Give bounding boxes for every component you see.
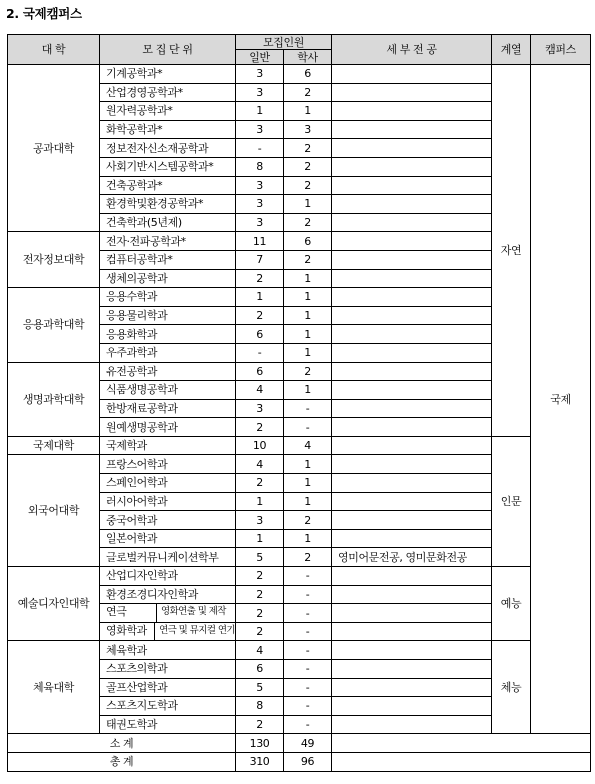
total-general: 310 xyxy=(236,752,284,771)
general-count: 2 xyxy=(236,585,284,604)
college-name: 예술디자인대학 xyxy=(8,567,100,641)
header-field: 계열 xyxy=(492,35,531,65)
total-bachelor: 96 xyxy=(284,752,332,771)
dept-name: 태권도학과 xyxy=(100,715,236,734)
dept-name: 원예생명공학과 xyxy=(100,418,236,437)
detail-major xyxy=(332,288,492,307)
dept-name: 산업경영공학과* xyxy=(100,83,236,102)
header-college: 대 학 xyxy=(8,35,100,65)
bachelor-count: - xyxy=(284,604,332,623)
bachelor-count: 2 xyxy=(284,176,332,195)
general-count: 1 xyxy=(236,288,284,307)
detail-major xyxy=(332,604,492,623)
dept-name: 생체의공학과 xyxy=(100,269,236,288)
general-count: 3 xyxy=(236,195,284,214)
dept-name: 응용화학과 xyxy=(100,325,236,344)
header-general: 일반 xyxy=(236,50,284,65)
general-count: 6 xyxy=(236,362,284,381)
subtotal-empty xyxy=(332,734,591,753)
total-label: 총 계 xyxy=(8,752,236,771)
general-count: 3 xyxy=(236,83,284,102)
college-name: 응용과학대학 xyxy=(8,288,100,362)
dept-name: 글로벌커뮤니케이션학부 xyxy=(100,548,236,567)
detail-major xyxy=(332,120,492,139)
general-count: 2 xyxy=(236,715,284,734)
general-count: 2 xyxy=(236,622,284,641)
bachelor-count: 2 xyxy=(284,213,332,232)
bachelor-count: 1 xyxy=(284,474,332,493)
dept-name-part: 영화학과 xyxy=(100,623,155,641)
bachelor-count: - xyxy=(284,585,332,604)
dept-name: 스페인어학과 xyxy=(100,474,236,493)
detail-major xyxy=(332,678,492,697)
detail-major xyxy=(332,529,492,548)
bachelor-count: 2 xyxy=(284,83,332,102)
detail-major xyxy=(332,511,492,530)
bachelor-count: 1 xyxy=(284,381,332,400)
general-count: 2 xyxy=(236,474,284,493)
table-body xyxy=(8,65,591,772)
field-physical: 체능 xyxy=(492,641,531,734)
table-row xyxy=(8,436,591,455)
college-name: 국제대학 xyxy=(8,436,100,455)
general-count: 4 xyxy=(236,641,284,660)
dept-name: 일본어학과 xyxy=(100,529,236,548)
general-count: 11 xyxy=(236,232,284,251)
subtotal-label: 소 계 xyxy=(8,734,236,753)
admission-table xyxy=(7,34,591,772)
college-name: 외국어대학 xyxy=(8,455,100,567)
detail-major xyxy=(332,250,492,269)
dept-major-part: 연극 및 뮤지컬 연기 xyxy=(159,624,235,636)
bachelor-count: 4 xyxy=(284,436,332,455)
detail-major xyxy=(332,195,492,214)
field-arts: 예능 xyxy=(492,567,531,641)
dept-major-part: 영화연출 및 제작 xyxy=(161,606,226,618)
general-count: 2 xyxy=(236,604,284,623)
dept-name: 프랑스어학과 xyxy=(100,455,236,474)
general-count: 1 xyxy=(236,102,284,121)
field-nature: 자연 xyxy=(492,65,531,437)
college-name: 생명과학대학 xyxy=(8,362,100,436)
total-empty xyxy=(332,752,591,771)
bachelor-count: 6 xyxy=(284,65,332,84)
dept-name: 스포츠지도학과 xyxy=(100,697,236,716)
general-count: 3 xyxy=(236,176,284,195)
general-count: 1 xyxy=(236,529,284,548)
header-campus: 캠퍼스 xyxy=(531,35,591,65)
general-count: 1 xyxy=(236,492,284,511)
dept-name: 전자·전파공학과* xyxy=(100,232,236,251)
page-title: 2. 국제캠퍼스 xyxy=(6,6,82,21)
bachelor-count: - xyxy=(284,660,332,679)
detail-major xyxy=(332,660,492,679)
detail-major xyxy=(332,697,492,716)
subtotal-bachelor: 49 xyxy=(284,734,332,753)
bachelor-count: 2 xyxy=(284,139,332,158)
bachelor-count: - xyxy=(284,715,332,734)
detail-major xyxy=(332,715,492,734)
detail-major xyxy=(332,641,492,660)
bachelor-count: 6 xyxy=(284,232,332,251)
campus-value: 국제 xyxy=(531,65,591,734)
detail-major xyxy=(332,176,492,195)
bachelor-count: 1 xyxy=(284,343,332,362)
header-quota: 모집인원 xyxy=(236,35,332,50)
bachelor-count: 3 xyxy=(284,120,332,139)
detail-major xyxy=(332,436,492,455)
dept-name xyxy=(100,604,236,623)
bachelor-count: - xyxy=(284,418,332,437)
general-count: - xyxy=(236,139,284,158)
detail-major xyxy=(332,139,492,158)
general-count: 4 xyxy=(236,381,284,400)
general-count: - xyxy=(236,343,284,362)
bachelor-count: 1 xyxy=(284,455,332,474)
detail-major xyxy=(332,213,492,232)
general-count: 6 xyxy=(236,325,284,344)
field-humanities: 인문 xyxy=(492,436,531,566)
dept-name: 환경조경디자인학과 xyxy=(100,585,236,604)
dept-name: 응용수학과 xyxy=(100,288,236,307)
bachelor-count: 1 xyxy=(284,529,332,548)
general-count: 6 xyxy=(236,660,284,679)
dept-name: 사회기반시스템공학과* xyxy=(100,157,236,176)
detail-major xyxy=(332,399,492,418)
detail-major xyxy=(332,325,492,344)
detail-major xyxy=(332,585,492,604)
total-row xyxy=(8,752,591,771)
general-count: 2 xyxy=(236,567,284,586)
dept-name: 건축학과(5년제) xyxy=(100,213,236,232)
bachelor-count: - xyxy=(284,641,332,660)
dept-name: 응용물리학과 xyxy=(100,306,236,325)
general-count: 7 xyxy=(236,250,284,269)
dept-name: 건축공학과* xyxy=(100,176,236,195)
detail-major xyxy=(332,65,492,84)
bachelor-count: 1 xyxy=(284,492,332,511)
dept-name: 컴퓨터공학과* xyxy=(100,250,236,269)
detail-major xyxy=(332,102,492,121)
dept-name: 유전공학과 xyxy=(100,362,236,381)
header-bachelor: 학사 xyxy=(284,50,332,65)
dept-name-part: 연극 xyxy=(100,604,157,622)
general-count: 8 xyxy=(236,157,284,176)
general-count: 4 xyxy=(236,455,284,474)
detail-major xyxy=(332,474,492,493)
detail-major xyxy=(332,232,492,251)
general-count: 5 xyxy=(236,548,284,567)
college-name: 체육대학 xyxy=(8,641,100,734)
bachelor-count: 1 xyxy=(284,102,332,121)
dept-name: 산업디자인학과 xyxy=(100,567,236,586)
dept-name: 정보전자신소재공학과 xyxy=(100,139,236,158)
general-count: 2 xyxy=(236,269,284,288)
bachelor-count: - xyxy=(284,678,332,697)
detail-major xyxy=(332,157,492,176)
dept-name: 한방재료공학과 xyxy=(100,399,236,418)
dept-name: 우주과학과 xyxy=(100,343,236,362)
bachelor-count: 1 xyxy=(284,195,332,214)
college-name: 전자정보대학 xyxy=(8,232,100,288)
college-name: 공과대학 xyxy=(8,65,100,232)
dept-name: 골프산업학과 xyxy=(100,678,236,697)
dept-name xyxy=(100,622,236,641)
detail-major: 영미어문전공, 영미문화전공 xyxy=(332,548,492,567)
table-row xyxy=(8,65,591,84)
general-count: 5 xyxy=(236,678,284,697)
bachelor-count: 2 xyxy=(284,511,332,530)
dept-name: 러시아어학과 xyxy=(100,492,236,511)
bachelor-count: 2 xyxy=(284,362,332,381)
general-count: 3 xyxy=(236,120,284,139)
detail-major xyxy=(332,83,492,102)
bachelor-count: 1 xyxy=(284,325,332,344)
bachelor-count: - xyxy=(284,399,332,418)
bachelor-count: 1 xyxy=(284,269,332,288)
general-count: 2 xyxy=(236,418,284,437)
general-count: 10 xyxy=(236,436,284,455)
subtotal-row xyxy=(8,734,591,753)
bachelor-count: 2 xyxy=(284,250,332,269)
dept-name: 중국어학과 xyxy=(100,511,236,530)
table-row xyxy=(8,641,591,660)
detail-major xyxy=(332,622,492,641)
detail-major xyxy=(332,492,492,511)
dept-name: 체육학과 xyxy=(100,641,236,660)
bachelor-count: 1 xyxy=(284,306,332,325)
dept-name: 환경학및환경공학과* xyxy=(100,195,236,214)
general-count: 8 xyxy=(236,697,284,716)
header-detail: 세 부 전 공 xyxy=(332,35,492,65)
detail-major xyxy=(332,306,492,325)
bachelor-count: 1 xyxy=(284,288,332,307)
subtotal-general: 130 xyxy=(236,734,284,753)
detail-major xyxy=(332,418,492,437)
detail-major xyxy=(332,381,492,400)
header-unit: 모 집 단 위 xyxy=(100,35,236,65)
detail-major xyxy=(332,567,492,586)
general-count: 2 xyxy=(236,306,284,325)
bachelor-count: - xyxy=(284,697,332,716)
general-count: 3 xyxy=(236,511,284,530)
dept-name: 식품생명공학과 xyxy=(100,381,236,400)
detail-major xyxy=(332,343,492,362)
dept-name: 원자력공학과* xyxy=(100,102,236,121)
general-count: 3 xyxy=(236,213,284,232)
dept-name: 기계공학과* xyxy=(100,65,236,84)
bachelor-count: 2 xyxy=(284,548,332,567)
detail-major xyxy=(332,362,492,381)
bachelor-count: 2 xyxy=(284,157,332,176)
bachelor-count: - xyxy=(284,567,332,586)
detail-major xyxy=(332,269,492,288)
general-count: 3 xyxy=(236,399,284,418)
dept-name: 국제학과 xyxy=(100,436,236,455)
table-row xyxy=(8,567,591,586)
dept-name: 스포츠의학과 xyxy=(100,660,236,679)
detail-major xyxy=(332,455,492,474)
dept-name: 화학공학과* xyxy=(100,120,236,139)
general-count: 3 xyxy=(236,65,284,84)
bachelor-count: - xyxy=(284,622,332,641)
